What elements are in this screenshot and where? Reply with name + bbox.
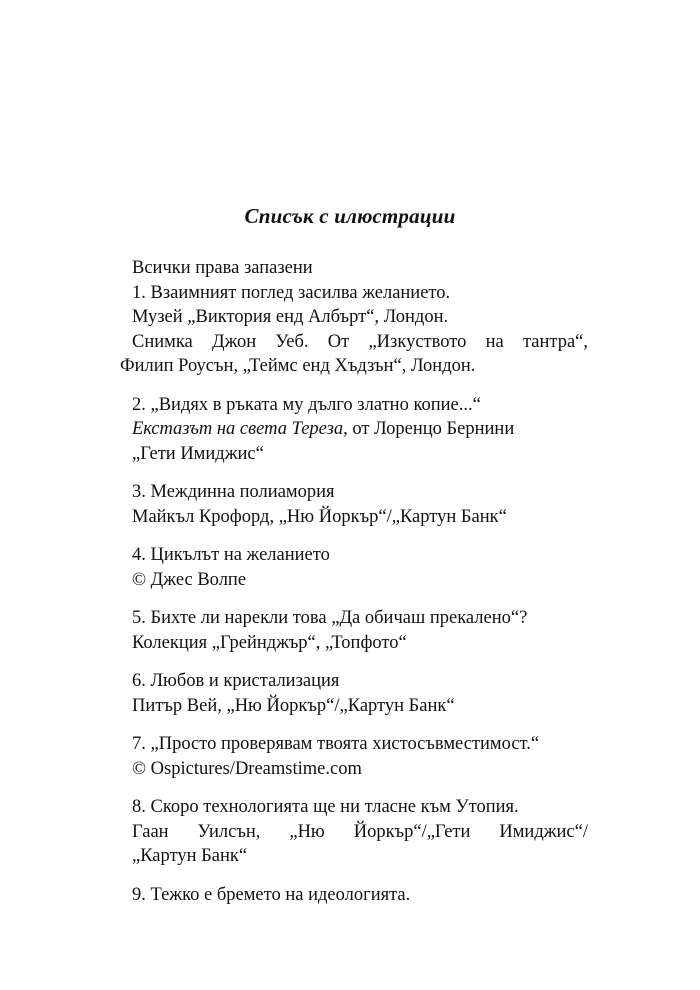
page-title: Списък с илюстрации — [244, 204, 456, 228]
entry-artwork-line — [120, 417, 588, 442]
entry-credit: „Картун Банк“ — [132, 846, 248, 866]
entry-spacer — [120, 592, 588, 606]
entry-heading: 7. „Просто проверявам твоята хистосъвместимост.“ — [132, 734, 540, 754]
list-item-1 — [120, 281, 588, 379]
entry-credit: Колекция „Грейнджър“, „Топфото“ — [132, 632, 407, 653]
illustrations-list — [120, 256, 588, 907]
entry-credit: Снимка Джон Уеб. От „Изкуството на тантра“, — [132, 331, 588, 352]
list-item-5 — [120, 606, 588, 655]
entry-heading: 2. „Видях в ръката му дълго златно копие...“ — [132, 394, 481, 415]
entry-heading: 5. Бихте ли нарекли това „Да обичаш прекалено“? — [132, 608, 528, 628]
entry-credit: Филип Роусън, „Теймс енд Хъдзън“, Лондон. — [120, 356, 476, 376]
list-item-6 — [120, 669, 588, 718]
entry-credit: © Ospictures/Dreamstime.com — [132, 758, 362, 779]
entry-spacer — [120, 655, 588, 669]
list-item-3 — [120, 480, 588, 529]
entry-credit: Гаан Уилсън, „Ню Йоркър“/„Гети Имиджис“/ — [132, 821, 588, 842]
entry-heading: 4. Цикълът на желанието — [132, 545, 330, 565]
entry-credit: Питър Вей, „Ню Йоркър“/„Картун Банк“ — [132, 695, 455, 716]
list-item-4 — [120, 543, 588, 592]
artwork-title: Екстазът на света Тереза — [132, 419, 344, 439]
list-item-7 — [120, 732, 588, 781]
entry-credit: „Гети Имиджис“ — [132, 443, 264, 464]
entry-heading: 8. Скоро технологията ще ни тласне към Утопия. — [132, 797, 519, 817]
entry-credit: © Джес Волпе — [132, 569, 247, 590]
artwork-author: , от Лоренцо Бернини — [343, 419, 515, 439]
entry-spacer — [120, 869, 588, 883]
entry-spacer — [120, 781, 588, 795]
entry-heading: 1. Взаимният поглед засилва желанието. — [132, 282, 451, 303]
entry-heading: 3. Междинна полиамория — [132, 482, 335, 502]
entry-credit: Майкъл Крофорд, „Ню Йоркър“/„Картун Банк“ — [132, 506, 507, 527]
rights-notice: Всички права запазени — [132, 258, 313, 278]
entry-credit: Музей „Виктория енд Албърт“, Лондон. — [132, 307, 449, 327]
list-item-8 — [120, 795, 588, 869]
entry-spacer — [120, 718, 588, 732]
entry-spacer — [120, 466, 588, 480]
list-item-9 — [120, 883, 588, 908]
list-item-2 — [120, 393, 588, 467]
entry-heading: 9. Тежко е бремето на идеологията. — [132, 884, 411, 905]
entry-heading: 6. Любов и кристализация — [132, 671, 340, 691]
entry-spacer — [120, 379, 588, 393]
entry-spacer — [120, 529, 588, 543]
